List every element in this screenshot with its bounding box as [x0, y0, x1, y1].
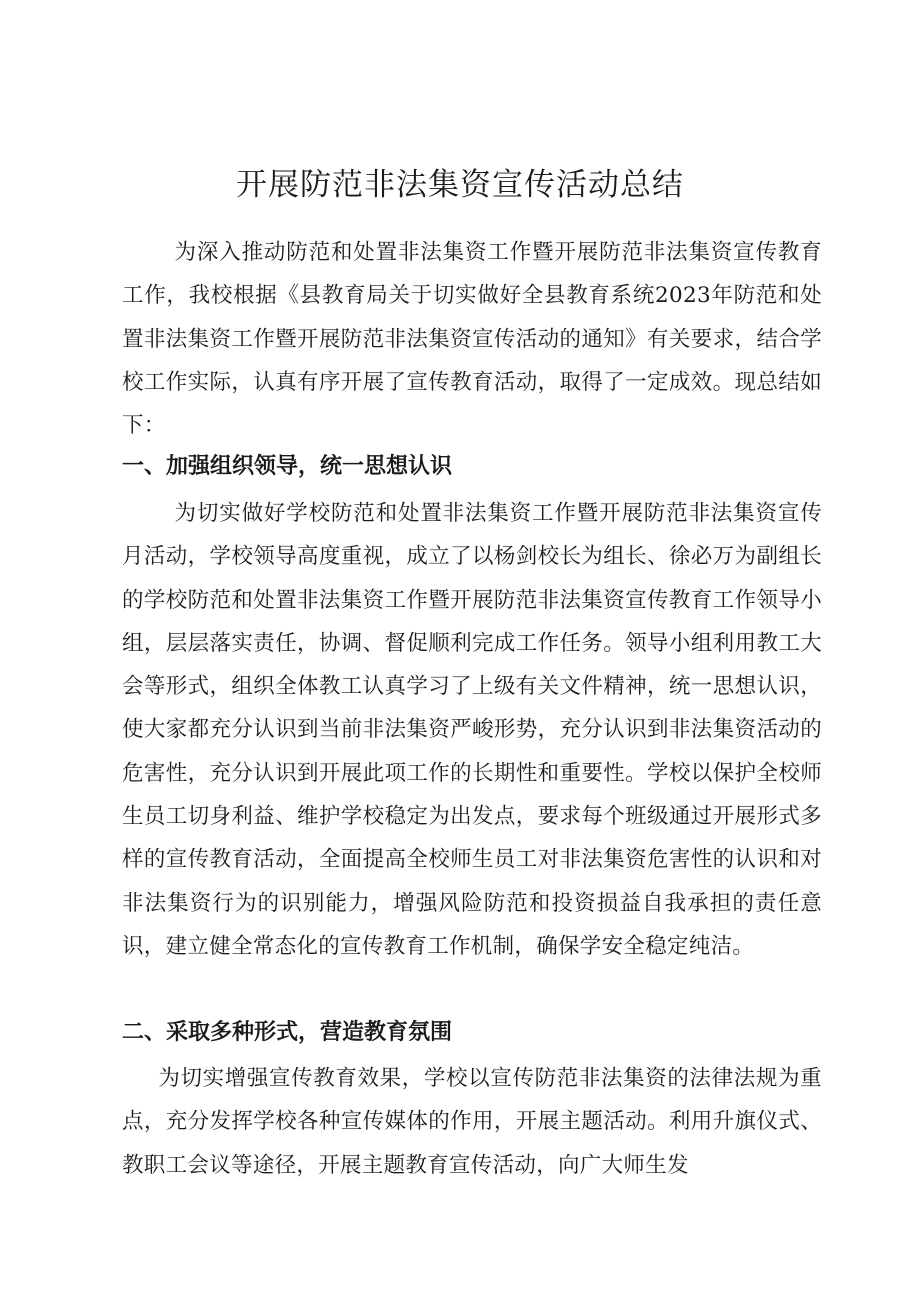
section-1-paragraph: [122, 492, 822, 968]
section-2-text: 为切实增强宣传教育效果，学校以宣传防范非法集资的法律法规为重点，充分发挥学校各种宣传媒体的作用，开展主题活动。利用升旗仪式、教职工会议等途径，开展主题教育宣传活动，向广大师生发: [122, 1066, 822, 1178]
document-title: 开展防范非法集资宣传活动总结: [236, 167, 684, 203]
section-1-heading: 一、加强组织领导，统一思想认识: [122, 454, 453, 479]
section-1-text: 为切实做好学校防范和处置非法集资工作暨开展防范非法集资宣传月活动，学校领导高度重视，成立了以杨剑校长为组长、徐必万为副组长的学校防范和处置非法集资工作暨开展防范非法集资宣传教育工作领导小组，层层落实责任，协调、督促顺利完成工作任务。领导小组利用教工大会等形式，组织全体教工认真学习了上级有关文件精神，统一思想认识，使大家都充分认识到当前非法集资严峻形势，充分认识到非法集资活动的危害性，充分认识到开展此项工作的长期性和重要性。学校以保护全校师生员工切身利益、维护学校稳定为出发点，要求每个班级通过开展形式多样的宣传教育活动，全面提高全校师生员工对非法集资危害性的认识和对非法集资行为的识别能力，增强风险防范和投资损益自我承担的责任意识，建立健全常态化的宣传教育工作机制，确保学安全稳定纯洁。: [122, 501, 822, 959]
section-2-paragraph: [122, 1057, 822, 1187]
intro-paragraph: [122, 231, 822, 447]
intro-text: 为深入推动防范和处置非法集资工作暨开展防范非法集资宣传教育工作，我校根据《县教育局关于切实做好全县教育系统2023年防范和处置非法集资工作暨开展防范非法集资宣传活动的通知》有关要求，结合学校工作实际，认真有序开展了宣传教育活动，取得了一定成效。现总结如下：: [122, 240, 822, 439]
section-2-heading: 二、采取多种形式，营造教育氛围: [122, 1020, 453, 1045]
